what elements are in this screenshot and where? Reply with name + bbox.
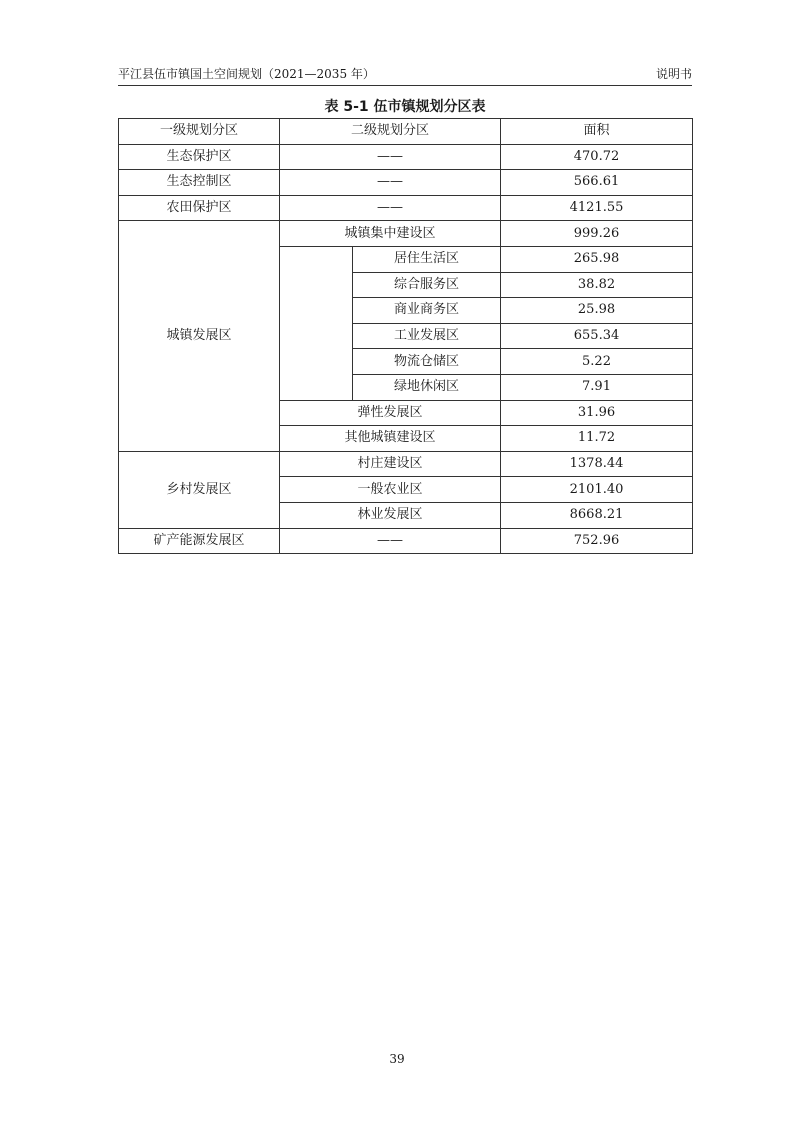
table-row xyxy=(119,528,693,554)
level2-cell: 林业发展区 xyxy=(280,502,501,528)
area-cell: 7.91 xyxy=(501,374,693,400)
table-row xyxy=(119,221,693,247)
planning-zones-table xyxy=(118,118,693,554)
page-header xyxy=(118,66,692,82)
area-cell: 8668.21 xyxy=(501,502,693,528)
area-cell: 11.72 xyxy=(501,426,693,452)
header-cell-level2: 二级规划分区 xyxy=(280,119,501,145)
subzone-cell: 物流仓储区 xyxy=(353,349,501,375)
table-row xyxy=(119,144,693,170)
area-cell: 566.61 xyxy=(501,170,693,196)
table-row xyxy=(119,170,693,196)
level1-cell: 生态保护区 xyxy=(119,144,280,170)
subzone-cell: 绿地休闲区 xyxy=(353,374,501,400)
table-caption: 表 5-1 伍市镇规划分区表 xyxy=(324,99,486,115)
rural-zone-cell: 乡村发展区 xyxy=(119,451,280,528)
subzone-cell: 工业发展区 xyxy=(353,323,501,349)
area-cell: 38.82 xyxy=(501,272,693,298)
area-cell: 2101.40 xyxy=(501,477,693,503)
subzone-indent-cell xyxy=(280,246,353,400)
area-cell: 4121.55 xyxy=(501,195,693,221)
table-row xyxy=(119,195,693,221)
subzone-cell: 居住生活区 xyxy=(353,246,501,272)
header-cell-level1: 一级规划分区 xyxy=(119,119,280,145)
page-number: 39 xyxy=(389,1052,405,1066)
level1-cell: 矿产能源发展区 xyxy=(119,528,280,554)
header-divider xyxy=(118,85,692,86)
area-cell: 752.96 xyxy=(501,528,693,554)
area-cell: 470.72 xyxy=(501,144,693,170)
level2-cell: —— xyxy=(280,528,501,554)
level2-cell: —— xyxy=(280,170,501,196)
level1-cell: 生态控制区 xyxy=(119,170,280,196)
level2-cell: —— xyxy=(280,195,501,221)
area-cell: 25.98 xyxy=(501,298,693,324)
subzone-cell: 综合服务区 xyxy=(353,272,501,298)
level1-cell: 农田保护区 xyxy=(119,195,280,221)
document-title: 平江县伍市镇国土空间规划（2021—2035 年） xyxy=(118,67,375,81)
area-cell: 5.22 xyxy=(501,349,693,375)
table-row xyxy=(119,451,693,477)
level2-cell: 村庄建设区 xyxy=(280,451,501,477)
level2-cell: 其他城镇建设区 xyxy=(280,426,501,452)
level2-cell: 一般农业区 xyxy=(280,477,501,503)
document-type: 说明书 xyxy=(655,67,692,81)
header-cell-area: 面积 xyxy=(501,119,693,145)
urban-zone-cell: 城镇发展区 xyxy=(119,221,280,451)
concentrated-zone-cell: 城镇集中建设区 xyxy=(280,221,501,247)
table-header-row xyxy=(119,119,693,145)
area-cell: 265.98 xyxy=(501,246,693,272)
area-cell: 655.34 xyxy=(501,323,693,349)
area-cell: 1378.44 xyxy=(501,451,693,477)
level2-cell: 弹性发展区 xyxy=(280,400,501,426)
subzone-cell: 商业商务区 xyxy=(353,298,501,324)
level2-cell: —— xyxy=(280,144,501,170)
area-cell: 31.96 xyxy=(501,400,693,426)
area-cell: 999.26 xyxy=(501,221,693,247)
